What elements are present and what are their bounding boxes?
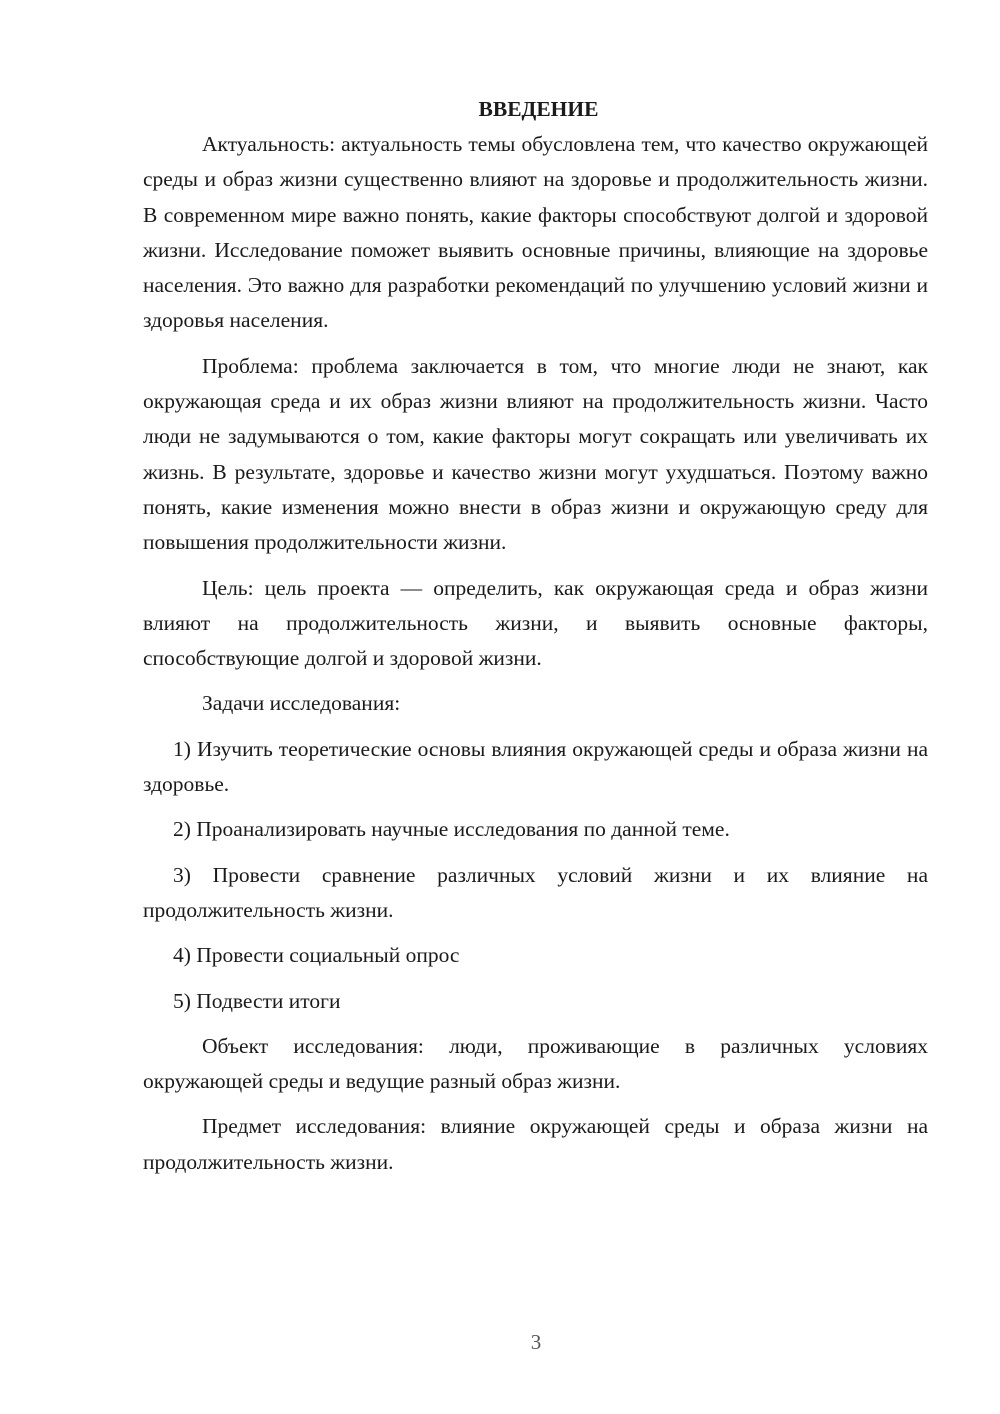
- paragraph-tasks-heading: Задачи исследования:: [202, 691, 401, 716]
- task-item-2: 2) Проанализировать научные исследования по данной теме.: [173, 817, 730, 842]
- paragraph-problem: Проблема: проблема заключается в том, что многие люди не знают, как окружающая среда и их образ жизни влияют на продолжительность жизни. Часто люди не задумываются о том, какие факторы могут сокращать или увеличивать их жизнь. В результате, здоровье и качество жизни могут ухудшаться. Поэтому важно понять, какие изменения можно внести в образ жизни и окружающую среду для повышения продолжительности жизни.: [143, 353, 928, 555]
- paragraph-object: Объект исследования: люди, проживающие в различных условиях окружающей среды и ведущие разный образ жизни.: [143, 1033, 928, 1094]
- paragraph-subject: Предмет исследования: влияние окружающей среды и образа жизни на продолжительность жизни.: [143, 1114, 928, 1174]
- paragraph-goal: Цель: цель проекта — определить, как окружающая среда и образ жизни влияют на продолжительность жизни, и выявить основные факторы, способствующие долгой и здоровой жизни.: [143, 575, 928, 671]
- task-item-3: 3) Провести сравнение различных условий жизни и их влияние на продолжительность жизни.: [143, 862, 928, 922]
- page-number: 3: [530, 1330, 542, 1354]
- task-item-1: 1) Изучить теоретические основы влияния окружающей среды и образа жизни на здоровье.: [143, 736, 928, 797]
- task-item-5: 5) Подвести итоги: [173, 988, 341, 1013]
- task-item-4: 4) Провести социальный опрос: [173, 943, 460, 968]
- document-page: [143, 92, 928, 1180]
- section-title: ВВЕДЕНИЕ: [478, 97, 599, 121]
- paragraph-relevance: Актуальность: актуальность темы обусловлена тем, что качество окружающей среды и образ жизни существенно влияют на здоровье и продолжительность жизни. В современном мире важно понять, какие факторы способствуют долгой и здоровой жизни. Исследование поможет выявить основные причины, влияющие на здоровье населения. Это важно для разработки рекомендаций по улучшению условий жизни и здоровья населения.: [143, 132, 928, 333]
